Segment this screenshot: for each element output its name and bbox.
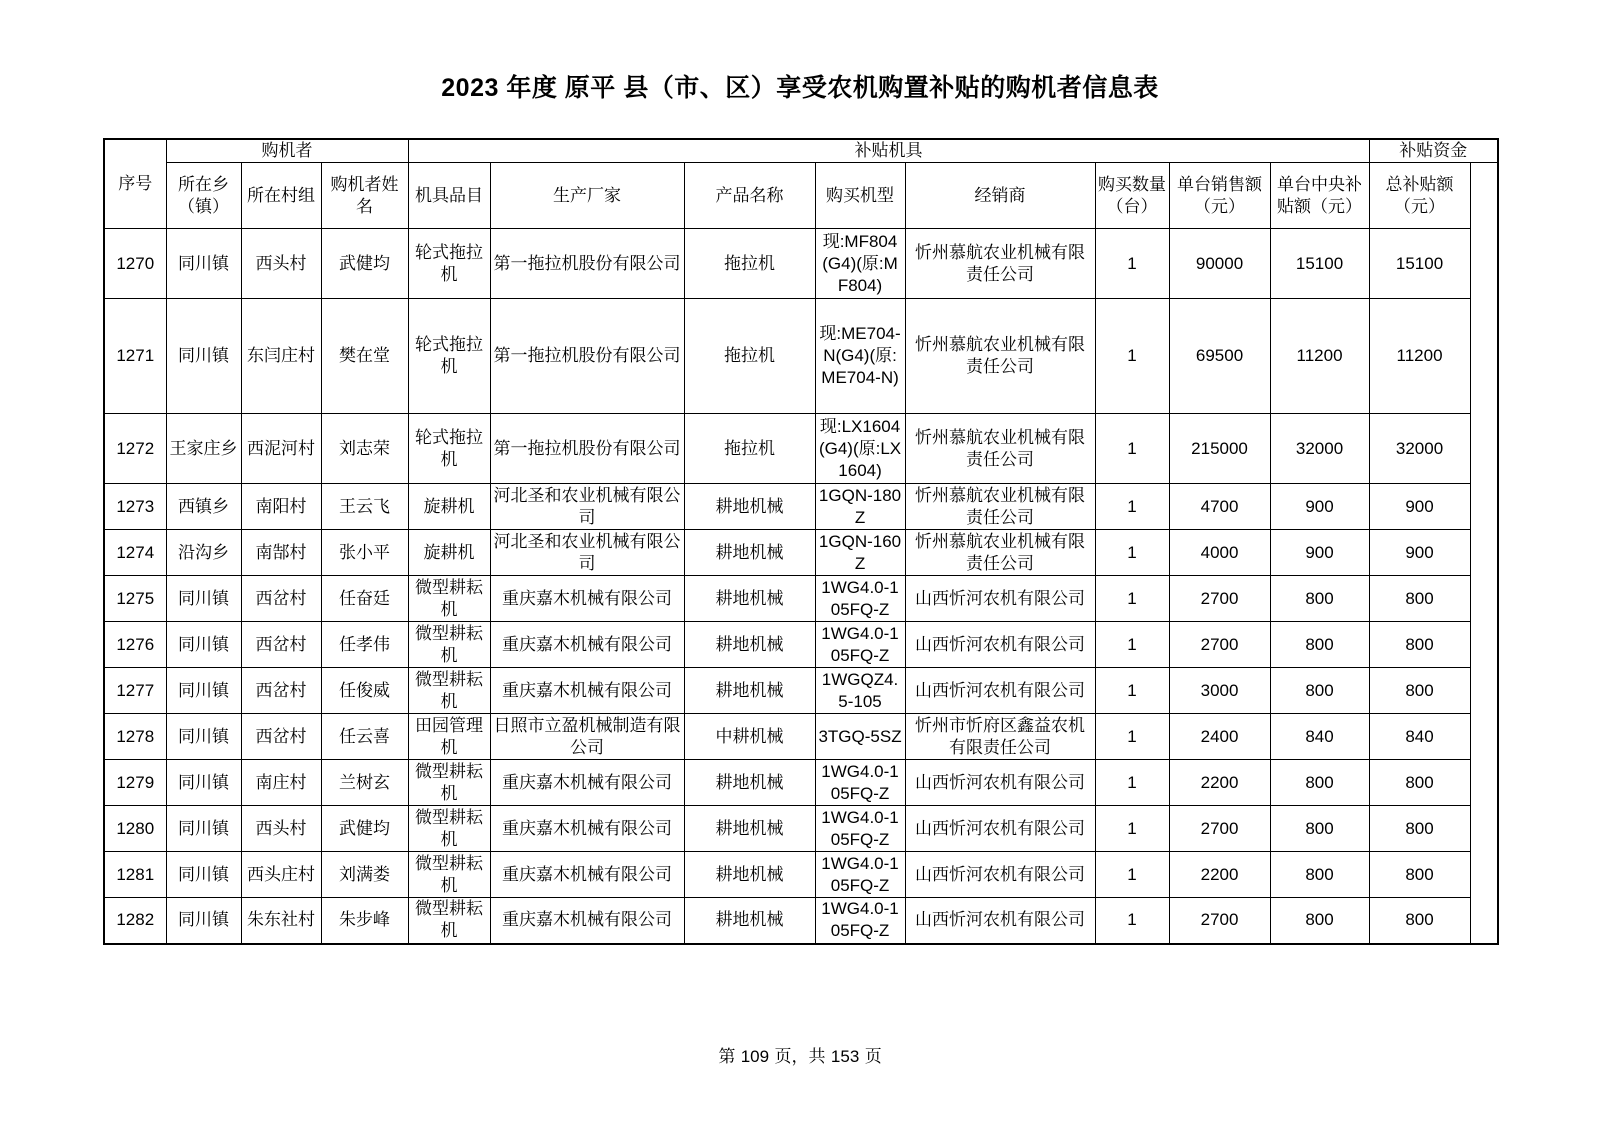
table-row (104, 806, 1498, 852)
row-model: 1GQN-180Z (815, 484, 905, 530)
row-seq: 1276 (104, 622, 166, 668)
header-central-subsidy: 单台中央补贴额（元） (1270, 163, 1369, 229)
row-manufacturer: 重庆嘉木机械有限公司 (490, 760, 684, 806)
row-model: 1WG4.0-105FQ-Z (815, 576, 905, 622)
footer-suffix: 页 (864, 1047, 882, 1067)
row-unit-price: 4000 (1169, 530, 1270, 576)
row-dealer: 山西忻河农机有限公司 (905, 760, 1095, 806)
row-seq: 1277 (104, 668, 166, 714)
table-row (104, 576, 1498, 622)
row-township: 同川镇 (166, 898, 241, 944)
row-buyer-name: 张小平 (321, 530, 408, 576)
row-total-subsidy: 900 (1369, 530, 1470, 576)
header-unit-price: 单台销售额（元） (1169, 163, 1270, 229)
row-quantity: 1 (1095, 299, 1169, 414)
row-model: 现:ME704-N(G4)(原:ME704-N) (815, 299, 905, 414)
page-footer (0, 1042, 1600, 1067)
row-category: 旋耕机 (408, 530, 490, 576)
row-product: 耕地机械 (684, 898, 815, 944)
footer-mid: 页，共 (774, 1047, 826, 1067)
row-quantity: 1 (1095, 806, 1169, 852)
row-category: 田园管理机 (408, 714, 490, 760)
row-dealer: 山西忻河农机有限公司 (905, 622, 1095, 668)
row-manufacturer: 重庆嘉木机械有限公司 (490, 806, 684, 852)
header-group-buyer: 购机者 (166, 139, 408, 163)
row-buyer-name: 樊在堂 (321, 299, 408, 414)
row-quantity: 1 (1095, 898, 1169, 944)
row-model: 1WG4.0-105FQ-Z (815, 760, 905, 806)
row-township: 同川镇 (166, 714, 241, 760)
header-category: 机具品目 (408, 163, 490, 229)
header-township: 所在乡（镇） (166, 163, 241, 229)
row-buyer-name: 武健均 (321, 806, 408, 852)
row-category: 轮式拖拉机 (408, 299, 490, 414)
row-product: 耕地机械 (684, 760, 815, 806)
header-village: 所在村组 (241, 163, 321, 229)
row-central-subsidy: 900 (1270, 530, 1369, 576)
row-unit-price: 2400 (1169, 714, 1270, 760)
row-village: 西头庄村 (241, 852, 321, 898)
table-row (104, 530, 1498, 576)
row-model: 1WG4.0-105FQ-Z (815, 898, 905, 944)
header-product: 产品名称 (684, 163, 815, 229)
row-dealer: 忻州慕航农业机械有限责任公司 (905, 229, 1095, 299)
header-model: 购买机型 (815, 163, 905, 229)
row-unit-price: 215000 (1169, 414, 1270, 484)
row-township: 王家庄乡 (166, 414, 241, 484)
row-dealer: 山西忻河农机有限公司 (905, 898, 1095, 944)
row-category: 微型耕耘机 (408, 760, 490, 806)
row-township: 同川镇 (166, 760, 241, 806)
row-product: 拖拉机 (684, 229, 815, 299)
header-buyer-name: 购机者姓名 (321, 163, 408, 229)
row-total-subsidy: 840 (1369, 714, 1470, 760)
row-product: 耕地机械 (684, 484, 815, 530)
row-seq: 1272 (104, 414, 166, 484)
row-village: 东闫庄村 (241, 299, 321, 414)
row-model: 1WG4.0-105FQ-Z (815, 622, 905, 668)
row-seq: 1270 (104, 229, 166, 299)
table-row (104, 760, 1498, 806)
row-village: 西岔村 (241, 576, 321, 622)
row-category: 微型耕耘机 (408, 576, 490, 622)
row-central-subsidy: 11200 (1270, 299, 1369, 414)
row-model: 现:MF804(G4)(原:MF804) (815, 229, 905, 299)
row-quantity: 1 (1095, 484, 1169, 530)
row-village: 南郜村 (241, 530, 321, 576)
row-model: 1WG4.0-105FQ-Z (815, 852, 905, 898)
row-central-subsidy: 800 (1270, 806, 1369, 852)
header-group-funds: 补贴资金 (1369, 139, 1498, 163)
row-quantity: 1 (1095, 414, 1169, 484)
row-dealer: 忻州慕航农业机械有限责任公司 (905, 484, 1095, 530)
page-title: 2023 年度 原平 县（市、区）享受农机购置补贴的购机者信息表 (441, 74, 1159, 102)
row-total-subsidy: 800 (1369, 576, 1470, 622)
row-total-subsidy: 800 (1369, 668, 1470, 714)
row-product: 耕地机械 (684, 622, 815, 668)
row-total-subsidy: 800 (1369, 622, 1470, 668)
row-unit-price: 2200 (1169, 852, 1270, 898)
row-village: 西岔村 (241, 668, 321, 714)
header-dealer: 经销商 (905, 163, 1095, 229)
table-row (104, 229, 1498, 299)
row-village: 西泥河村 (241, 414, 321, 484)
row-total-subsidy: 900 (1369, 484, 1470, 530)
row-village: 西头村 (241, 229, 321, 299)
row-manufacturer: 重庆嘉木机械有限公司 (490, 668, 684, 714)
row-seq: 1273 (104, 484, 166, 530)
row-total-subsidy: 800 (1369, 898, 1470, 944)
row-category: 轮式拖拉机 (408, 414, 490, 484)
row-central-subsidy: 800 (1270, 622, 1369, 668)
row-manufacturer: 河北圣和农业机械有限公司 (490, 484, 684, 530)
row-township: 同川镇 (166, 852, 241, 898)
row-seq: 1279 (104, 760, 166, 806)
row-product: 中耕机械 (684, 714, 815, 760)
row-buyer-name: 王云飞 (321, 484, 408, 530)
row-unit-price: 4700 (1169, 484, 1270, 530)
row-quantity: 1 (1095, 576, 1169, 622)
header-quantity: 购买数量（台） (1095, 163, 1169, 229)
row-model: 现:LX1604(G4)(原:LX1604) (815, 414, 905, 484)
table-body (104, 229, 1498, 944)
row-total-subsidy: 800 (1369, 852, 1470, 898)
row-central-subsidy: 840 (1270, 714, 1369, 760)
row-buyer-name: 任孝伟 (321, 622, 408, 668)
footer-page-number: 109 (740, 1047, 770, 1066)
table-row (104, 622, 1498, 668)
row-category: 微型耕耘机 (408, 898, 490, 944)
row-dealer: 忻州慕航农业机械有限责任公司 (905, 530, 1095, 576)
row-total-subsidy: 800 (1369, 806, 1470, 852)
row-seq: 1280 (104, 806, 166, 852)
row-central-subsidy: 32000 (1270, 414, 1369, 484)
row-buyer-name: 任云喜 (321, 714, 408, 760)
row-unit-price: 2200 (1169, 760, 1270, 806)
row-product: 耕地机械 (684, 530, 815, 576)
row-dealer: 山西忻河农机有限公司 (905, 806, 1095, 852)
row-buyer-name: 刘满娄 (321, 852, 408, 898)
footer-total-pages: 153 (830, 1047, 860, 1066)
row-village: 南庄村 (241, 760, 321, 806)
row-manufacturer: 第一拖拉机股份有限公司 (490, 299, 684, 414)
row-manufacturer: 第一拖拉机股份有限公司 (490, 414, 684, 484)
footer-prefix: 第 (718, 1047, 736, 1067)
row-seq: 1275 (104, 576, 166, 622)
row-quantity: 1 (1095, 229, 1169, 299)
row-manufacturer: 重庆嘉木机械有限公司 (490, 576, 684, 622)
row-dealer: 山西忻河农机有限公司 (905, 852, 1095, 898)
row-buyer-name: 兰树玄 (321, 760, 408, 806)
row-dealer: 忻州慕航农业机械有限责任公司 (905, 299, 1095, 414)
header-total-subsidy: 总补贴额（元） (1369, 163, 1470, 229)
row-township: 沿沟乡 (166, 530, 241, 576)
row-village: 西岔村 (241, 622, 321, 668)
row-buyer-name: 武健均 (321, 229, 408, 299)
header-manufacturer: 生产厂家 (490, 163, 684, 229)
row-township: 同川镇 (166, 576, 241, 622)
row-dealer: 忻州市忻府区鑫益农机有限责任公司 (905, 714, 1095, 760)
row-product: 拖拉机 (684, 414, 815, 484)
row-model: 3TGQ-5SZ (815, 714, 905, 760)
table-row (104, 484, 1498, 530)
row-quantity: 1 (1095, 622, 1169, 668)
row-category: 微型耕耘机 (408, 622, 490, 668)
row-central-subsidy: 800 (1270, 668, 1369, 714)
row-total-subsidy: 800 (1369, 760, 1470, 806)
row-township: 西镇乡 (166, 484, 241, 530)
row-dealer: 山西忻河农机有限公司 (905, 576, 1095, 622)
row-manufacturer: 河北圣和农业机械有限公司 (490, 530, 684, 576)
row-quantity: 1 (1095, 530, 1169, 576)
row-seq: 1271 (104, 299, 166, 414)
row-unit-price: 2700 (1169, 576, 1270, 622)
row-village: 西头村 (241, 806, 321, 852)
row-product: 拖拉机 (684, 299, 815, 414)
row-product: 耕地机械 (684, 852, 815, 898)
row-buyer-name: 朱步峰 (321, 898, 408, 944)
row-manufacturer: 第一拖拉机股份有限公司 (490, 229, 684, 299)
row-quantity: 1 (1095, 760, 1169, 806)
row-total-subsidy: 15100 (1369, 229, 1470, 299)
row-category: 微型耕耘机 (408, 668, 490, 714)
row-township: 同川镇 (166, 806, 241, 852)
row-unit-price: 2700 (1169, 806, 1270, 852)
row-village: 西岔村 (241, 714, 321, 760)
row-central-subsidy: 800 (1270, 852, 1369, 898)
table-row (104, 852, 1498, 898)
header-group-machine: 补贴机具 (408, 139, 1369, 163)
row-village: 朱东社村 (241, 898, 321, 944)
row-manufacturer: 重庆嘉木机械有限公司 (490, 852, 684, 898)
row-unit-price: 2700 (1169, 898, 1270, 944)
row-manufacturer: 重庆嘉木机械有限公司 (490, 898, 684, 944)
row-central-subsidy: 15100 (1270, 229, 1369, 299)
table-row (104, 714, 1498, 760)
row-quantity: 1 (1095, 668, 1169, 714)
row-quantity: 1 (1095, 852, 1169, 898)
row-product: 耕地机械 (684, 668, 815, 714)
subsidy-table (103, 138, 1499, 945)
row-dealer: 忻州慕航农业机械有限责任公司 (905, 414, 1095, 484)
row-central-subsidy: 800 (1270, 576, 1369, 622)
row-category: 轮式拖拉机 (408, 229, 490, 299)
row-buyer-name: 任俊威 (321, 668, 408, 714)
row-township: 同川镇 (166, 622, 241, 668)
row-unit-price: 2700 (1169, 622, 1270, 668)
row-township: 同川镇 (166, 229, 241, 299)
row-central-subsidy: 800 (1270, 898, 1369, 944)
row-category: 微型耕耘机 (408, 852, 490, 898)
row-total-subsidy: 11200 (1369, 299, 1470, 414)
row-seq: 1274 (104, 530, 166, 576)
row-category: 微型耕耘机 (408, 806, 490, 852)
row-township: 同川镇 (166, 668, 241, 714)
row-unit-price: 3000 (1169, 668, 1270, 714)
row-product: 耕地机械 (684, 806, 815, 852)
row-category: 旋耕机 (408, 484, 490, 530)
row-manufacturer: 日照市立盈机械制造有限公司 (490, 714, 684, 760)
row-seq: 1278 (104, 714, 166, 760)
row-quantity: 1 (1095, 714, 1169, 760)
row-buyer-name: 任奋廷 (321, 576, 408, 622)
row-village: 南阳村 (241, 484, 321, 530)
row-seq: 1281 (104, 852, 166, 898)
row-unit-price: 69500 (1169, 299, 1270, 414)
table-row (104, 668, 1498, 714)
row-central-subsidy: 800 (1270, 760, 1369, 806)
row-model: 1WGQZ4.5-105 (815, 668, 905, 714)
row-model: 1GQN-160Z (815, 530, 905, 576)
row-buyer-name: 刘志荣 (321, 414, 408, 484)
table-row (104, 299, 1498, 414)
row-unit-price: 90000 (1169, 229, 1270, 299)
row-total-subsidy: 32000 (1369, 414, 1470, 484)
row-manufacturer: 重庆嘉木机械有限公司 (490, 622, 684, 668)
row-township: 同川镇 (166, 299, 241, 414)
table-row (104, 898, 1498, 944)
row-model: 1WG4.0-105FQ-Z (815, 806, 905, 852)
row-dealer: 山西忻河农机有限公司 (905, 668, 1095, 714)
header-seq: 序号 (104, 139, 166, 229)
row-product: 耕地机械 (684, 576, 815, 622)
row-central-subsidy: 900 (1270, 484, 1369, 530)
table-row (104, 414, 1498, 484)
row-seq: 1282 (104, 898, 166, 944)
